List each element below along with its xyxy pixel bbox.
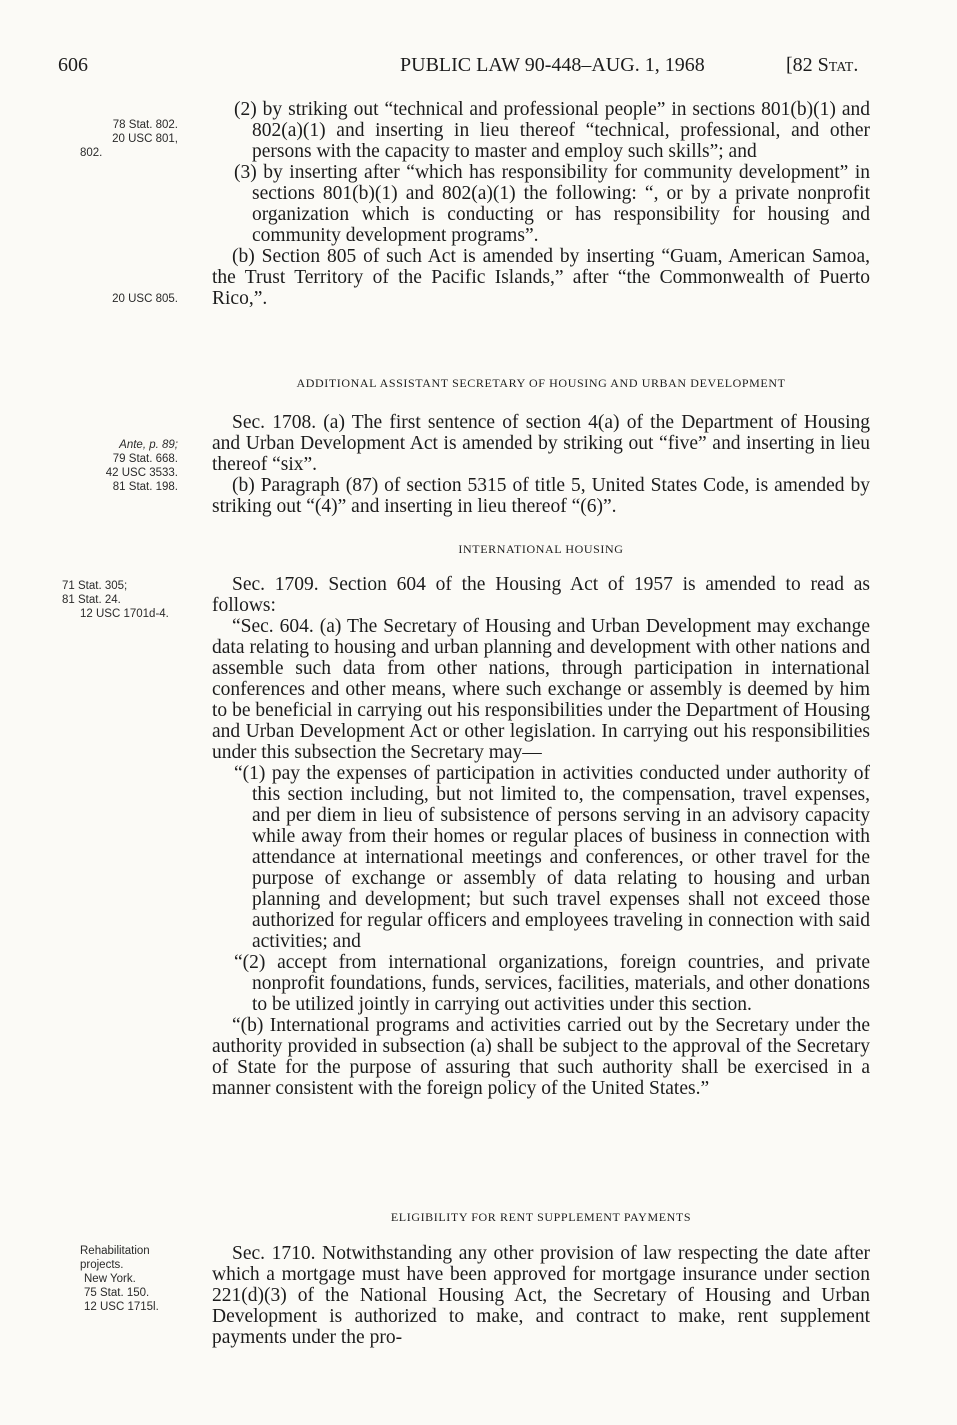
marginal-note: Rehabilitation projects. New York. 75 Stat. 150. 12 USC 1715l. — [80, 1245, 159, 1313]
text-block — [212, 99, 870, 309]
paragraph: (3) by inserting after “which has responsibility for community development” in sections 801(b)(1) and 802(a)(1) the following: “, or by a private nonprofit organization which is conducting or has responsibility for housing and community development programs”. — [234, 162, 870, 246]
marginal-note: Ante, p. 89; 79 Stat. 668. 42 USC 3533. 81 Stat. 198. — [105, 439, 178, 493]
running-title: PUBLIC LAW 90-448–AUG. 1, 1968 — [400, 54, 705, 76]
section-heading: ADDITIONAL ASSISTANT SECRETARY OF HOUSING AND URBAN DEVELOPMENT — [296, 376, 786, 390]
text-block — [212, 412, 870, 517]
paragraph: Sec. 1708. (a) The first sentence of section 4(a) of the Department of Housing and Urban Development Act is amended by striking out “five” and inserting in lieu thereof “six”. — [212, 412, 870, 475]
marginal-note: 78 Stat. 802. 20 USC 801, 802. — [80, 119, 178, 159]
paragraph: (b) Paragraph (87) of section 5315 of title 5, United States Code, is amended by striking out “(4)” and inserting in lieu thereof “(6)”. — [212, 475, 870, 517]
page-number: 606 — [58, 54, 88, 76]
paragraph: (b) Section 805 of such Act is amended by inserting “Guam, American Samoa, the Trust Territory of the Pacific Islands,” after “the Commonwealth of Puerto Rico,”. — [212, 246, 870, 309]
page-header — [58, 50, 878, 80]
paragraph: Sec. 1709. Section 604 of the Housing Act of 1957 is amended to read as follows: — [212, 574, 870, 616]
paragraph: Sec. 1710. Notwithstanding any other provision of law respecting the date after which a mortgage must have been approved for mortgage insurance under section 221(d)(3) of the National Housing Act, the Secretary of Housing and Urban Development is authorized to make, and contract to make, rent supplement payments under the pro- — [212, 1243, 870, 1348]
statute-reference: [82 Stat. — [786, 54, 859, 76]
section-heading: INTERNATIONAL HOUSING — [458, 542, 624, 556]
text-block — [212, 574, 870, 1099]
paragraph: “Sec. 604. (a) The Secretary of Housing and Urban Development may exchange data relating to housing and urban planning and development with other nations and assemble such data from other nations, through participation in international conferences and other means, where such exchange or assembly is deemed by him to be beneficial in carrying out his responsibilities under the Department of Housing and Urban Development Act or other legislation. In carrying out his responsibilities under this subsection the Secretary may— — [212, 616, 870, 763]
paragraph: “(b) International programs and activities carried out by the Secretary under the authority provided in subsection (a) shall be subject to the approval of the Secretary of State for the purpose of assuring that such authority shall be exercised in a manner consistent with the foreign policy of the United States.” — [212, 1015, 870, 1099]
section-heading: ELIGIBILITY FOR RENT SUPPLEMENT PAYMENTS — [390, 1210, 692, 1224]
paragraph: “(2) accept from international organizations, foreign countries, and private nonprofit foundations, funds, services, facilities, materials, and other donations to be utilized jointly in carrying out activities under this section. — [234, 952, 870, 1015]
paragraph: (2) by striking out “technical and professional people” in sections 801(b)(1) and 802(a)(1) and inserting in lieu thereof “technical, professional, and other persons with the capacity to master and employ such skills”; and — [234, 99, 870, 162]
marginal-note: 71 Stat. 305; 81 Stat. 24. 12 USC 1701d-4. — [62, 580, 169, 620]
text-block — [212, 1243, 870, 1348]
marginal-note: 20 USC 805. — [112, 293, 178, 305]
paragraph: “(1) pay the expenses of participation in activities conducted under authority of this section including, but not limited to, the compensation, travel expenses, and per diem in lieu of subsistence of persons serving in an advisory capacity while away from their homes or regular places of business in connection with attendance at international meetings and conferences, or other travel for the purpose of exchange or assembly of data relating to housing and urban planning and development; but such travel expenses shall not exceed those authorized for regular officers and employees traveling in connection with said activities; and — [234, 763, 870, 952]
